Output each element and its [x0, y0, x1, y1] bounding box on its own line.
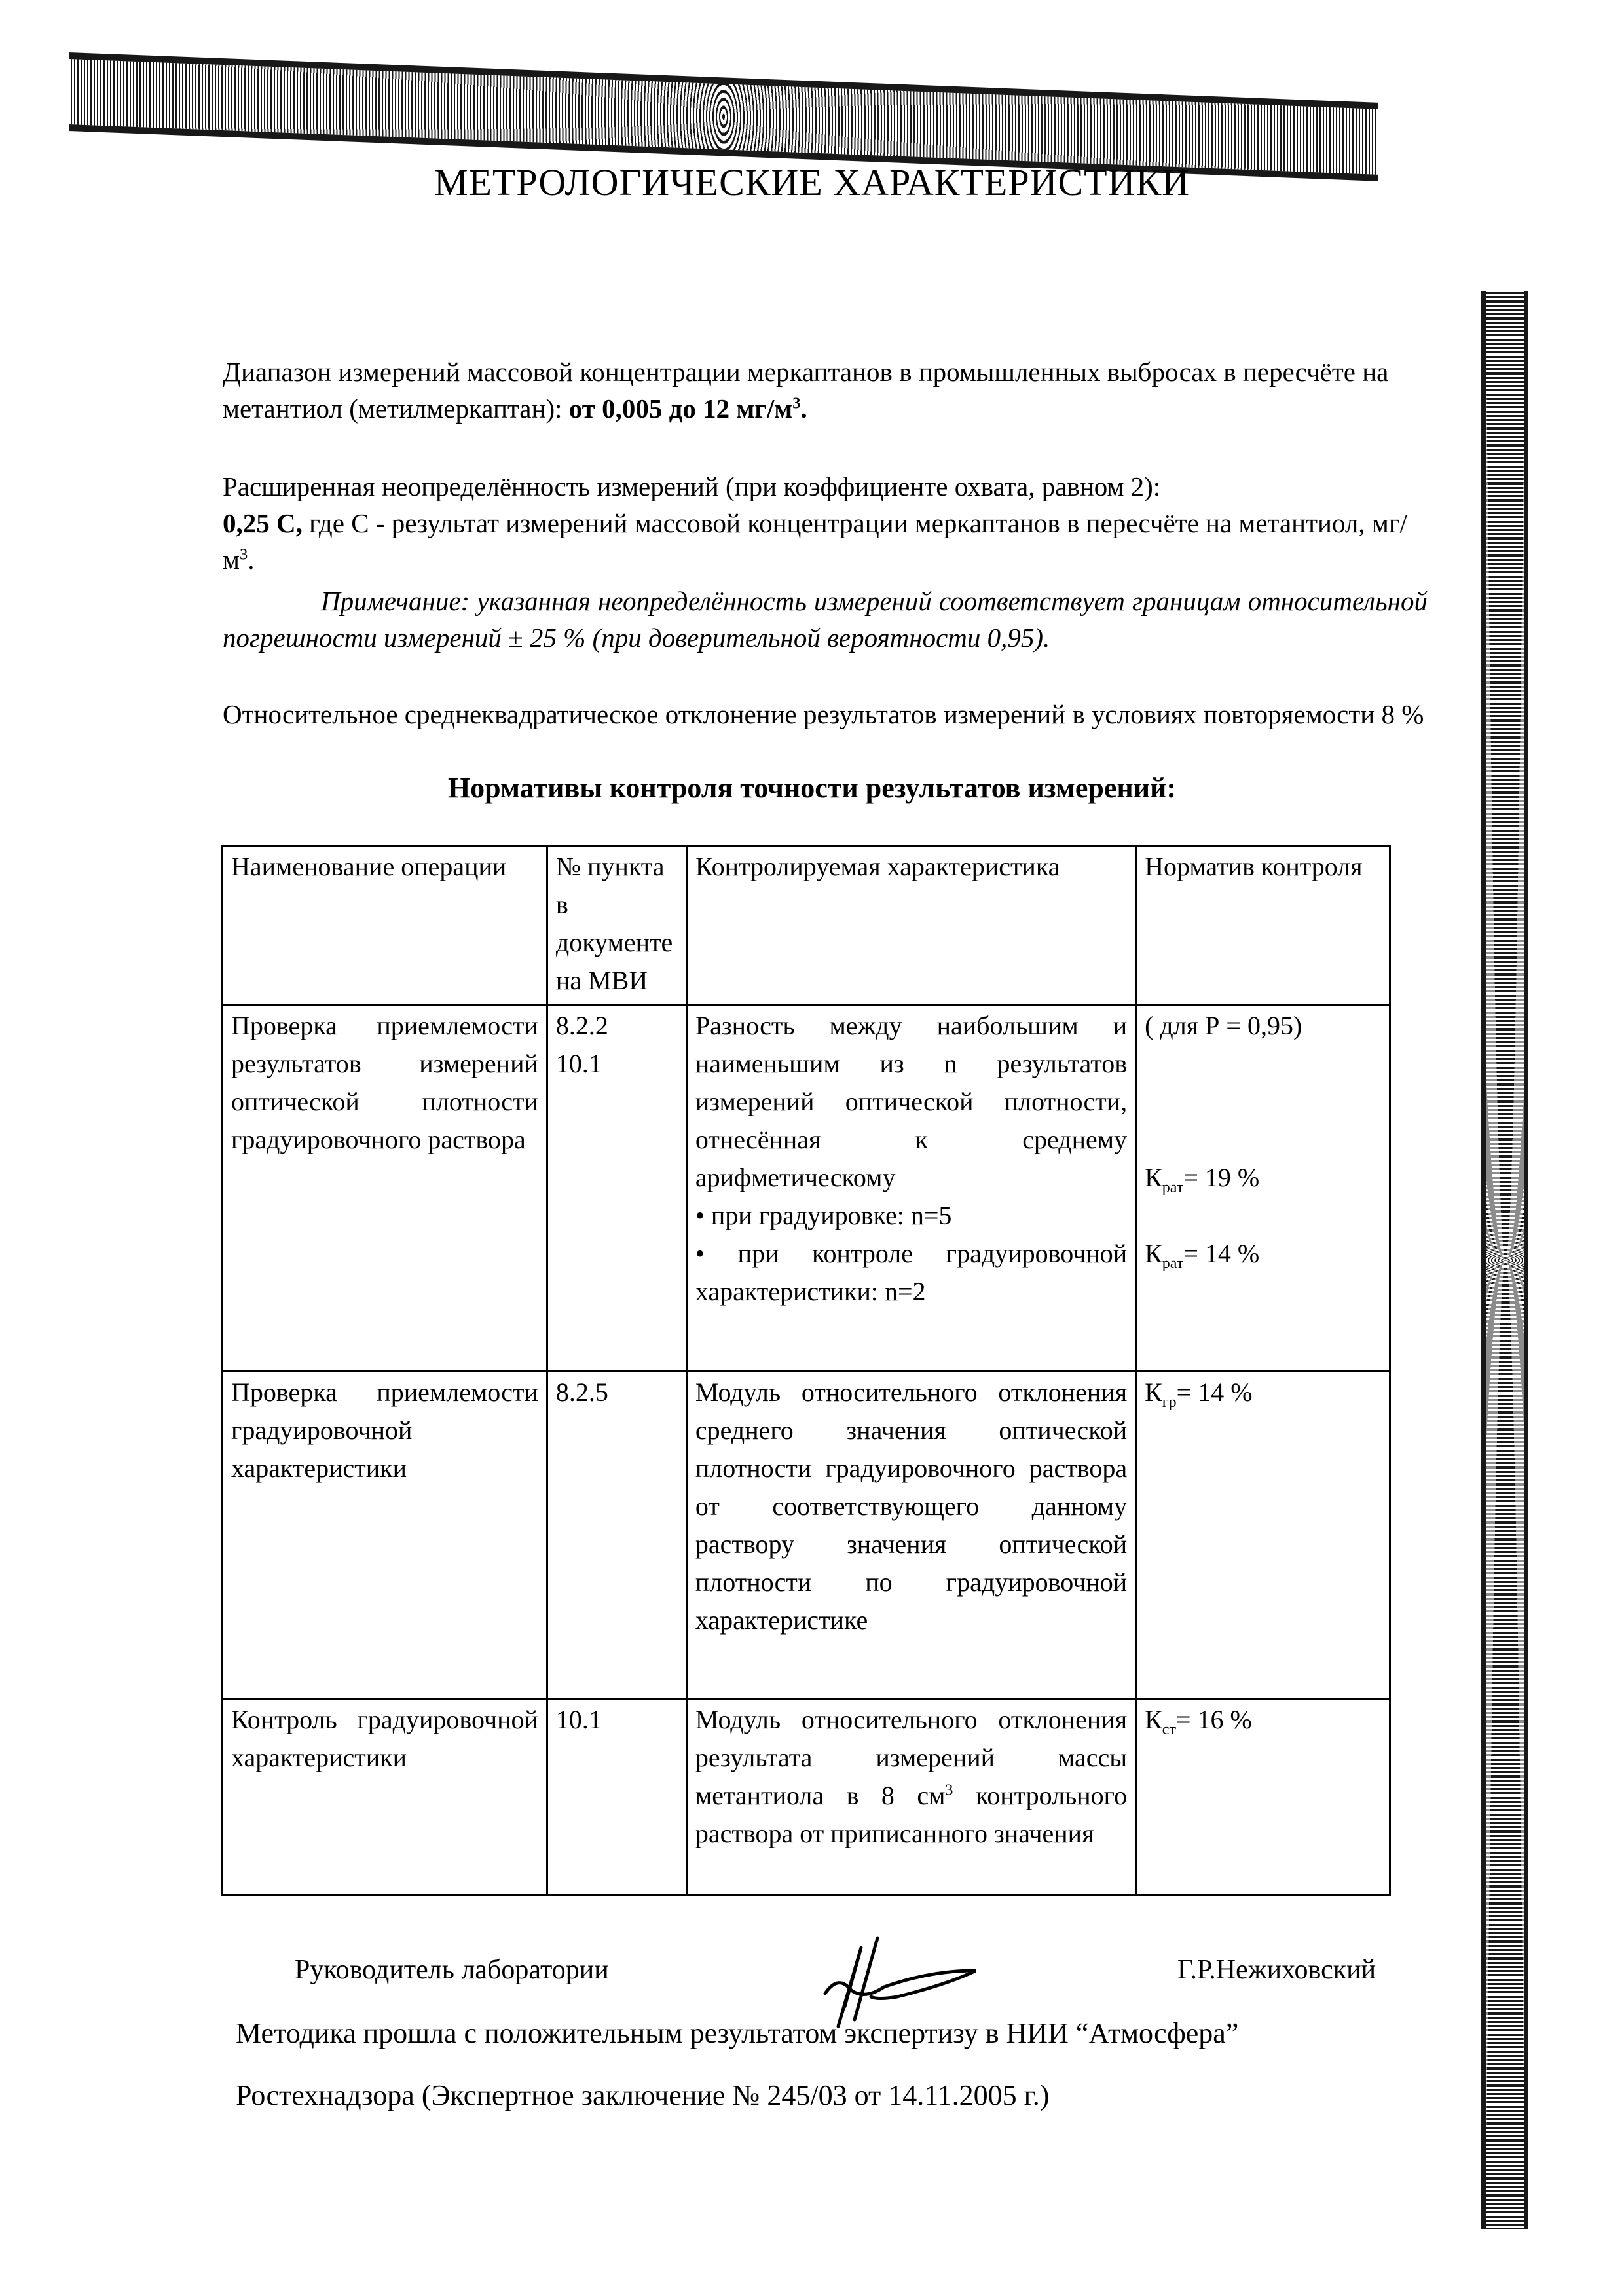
norm-value: $К_{ст}= 16$ %	[1145, 1705, 1252, 1738]
cell-clauses: 8.2.2 10.1	[547, 1005, 686, 1372]
expert-conclusion: Ростехнадзора (Экспертное заключение № 245/03 от 14.11.2005 г.)	[236, 2079, 1050, 2111]
cell-characteristic: Разность между наибольшим и наименьшим из n результатов измерений оптической плотности, отнесённая к среднему арифметическому • при градуировке: n=5 • при контроле градуировочной характеристики: n=2	[686, 1005, 1135, 1372]
header-clause: № пункта в документе на МВИ	[547, 846, 686, 1005]
cell-norm: ( для Р = 0,95) $К_{рат}= 19$ % $К_{рат}= 14$ %	[1136, 1005, 1390, 1372]
cell-clauses: 8.2.5	[547, 1372, 686, 1699]
uncertainty-value: 0,25 С,	[223, 508, 303, 538]
uncertainty-line: Расширенная неопределённость измерений (при коэффициенте охвата, равном 2):	[223, 471, 1161, 501]
uncertainty-definition: где С - результат измерений массовой концентрации меркаптанов в пересчёте на метантиол, мг/м	[223, 508, 1408, 575]
norm-value: $К_{рат}= 19$ %	[1145, 1163, 1260, 1196]
cell-operation: Проверка приемлемости результатов измерений оптической плотности градуировочного раствора	[223, 1005, 547, 1372]
note: Примечание: указанная неопределённость измерений соответствует границам относительной погрешности измерений ± 25 % (при доверительной вероятности 0,95).	[223, 586, 1428, 653]
measurement-range	[223, 354, 1428, 427]
range-text: Диапазон измерений массовой концентрации меркаптанов в промышленных выбросах в пересчёте на метантиол (метилмеркаптан):	[223, 357, 1389, 424]
norms-table	[221, 845, 1391, 1896]
decorative-right-border	[1481, 291, 1528, 2229]
header-norm: Норматив контроля	[1136, 846, 1390, 1005]
table-header-row	[223, 846, 1390, 1005]
cell-norm	[1136, 1699, 1390, 1895]
norm-value: $К_{рат}= 14$ %	[1145, 1239, 1260, 1272]
expertise-note: Методика прошла с положительным результатом экспертизу в НИИ “Атмосфера”	[236, 2017, 1239, 2049]
cell-norm	[1136, 1372, 1390, 1699]
repeatability: Относительное среднеквадратическое отклонение результатов измерений в условиях повторяемости 8 %	[223, 699, 1424, 729]
bullet-item: • при контроле градуировочной характеристики: n=2	[695, 1239, 1128, 1306]
cell-clauses: 10.1	[547, 1699, 686, 1895]
table-row	[223, 1372, 1390, 1699]
cell-characteristic: Модуль относительного отклонения результата измерений массы метантиола в 8 $см^3$ контрольного раствора от приписанного значения	[686, 1699, 1135, 1895]
norm-value: $К_{гр}= 14$ %	[1145, 1377, 1253, 1411]
signatory-position: Руководитель лаборатории	[295, 1955, 609, 1985]
table-title: Нормативы контроля точности результатов измерений:	[447, 772, 1177, 804]
cell-operation: Проверка приемлемости градуировочной характеристики	[223, 1372, 547, 1699]
table-row	[223, 1005, 1390, 1372]
signatory-name: Г.Р.Нежиховский	[1177, 1955, 1376, 1985]
bullet-item: • при градуировке: n=5	[695, 1201, 952, 1230]
header-operation: Наименование операции	[223, 846, 547, 1005]
range-value: от 0,005 до 12 $мг/м^3$.	[568, 393, 807, 424]
uncertainty-block: Расширенная неопределённость измерений (при коэффициенте охвата, равном 2): 0,25 С, где С - результат измерений массовой концентрации меркаптанов в пересчёте на метантиол, $мг/м^3$.	[223, 468, 1428, 578]
page-title: МЕТРОЛОГИЧЕСКИЕ ХАРАКТЕРИСТИКИ	[434, 161, 1190, 204]
cell-characteristic: Модуль относительного отклонения среднего значения оптической плотности градуировочного раствора от соответствующего данному раствору значения оптической плотности по градуировочной характеристике	[686, 1372, 1135, 1699]
cell-operation: Контроль градуировочной характеристики	[223, 1699, 547, 1895]
table-row	[223, 1699, 1390, 1895]
header-characteristic: Контролируемая характеристика	[686, 846, 1135, 1005]
